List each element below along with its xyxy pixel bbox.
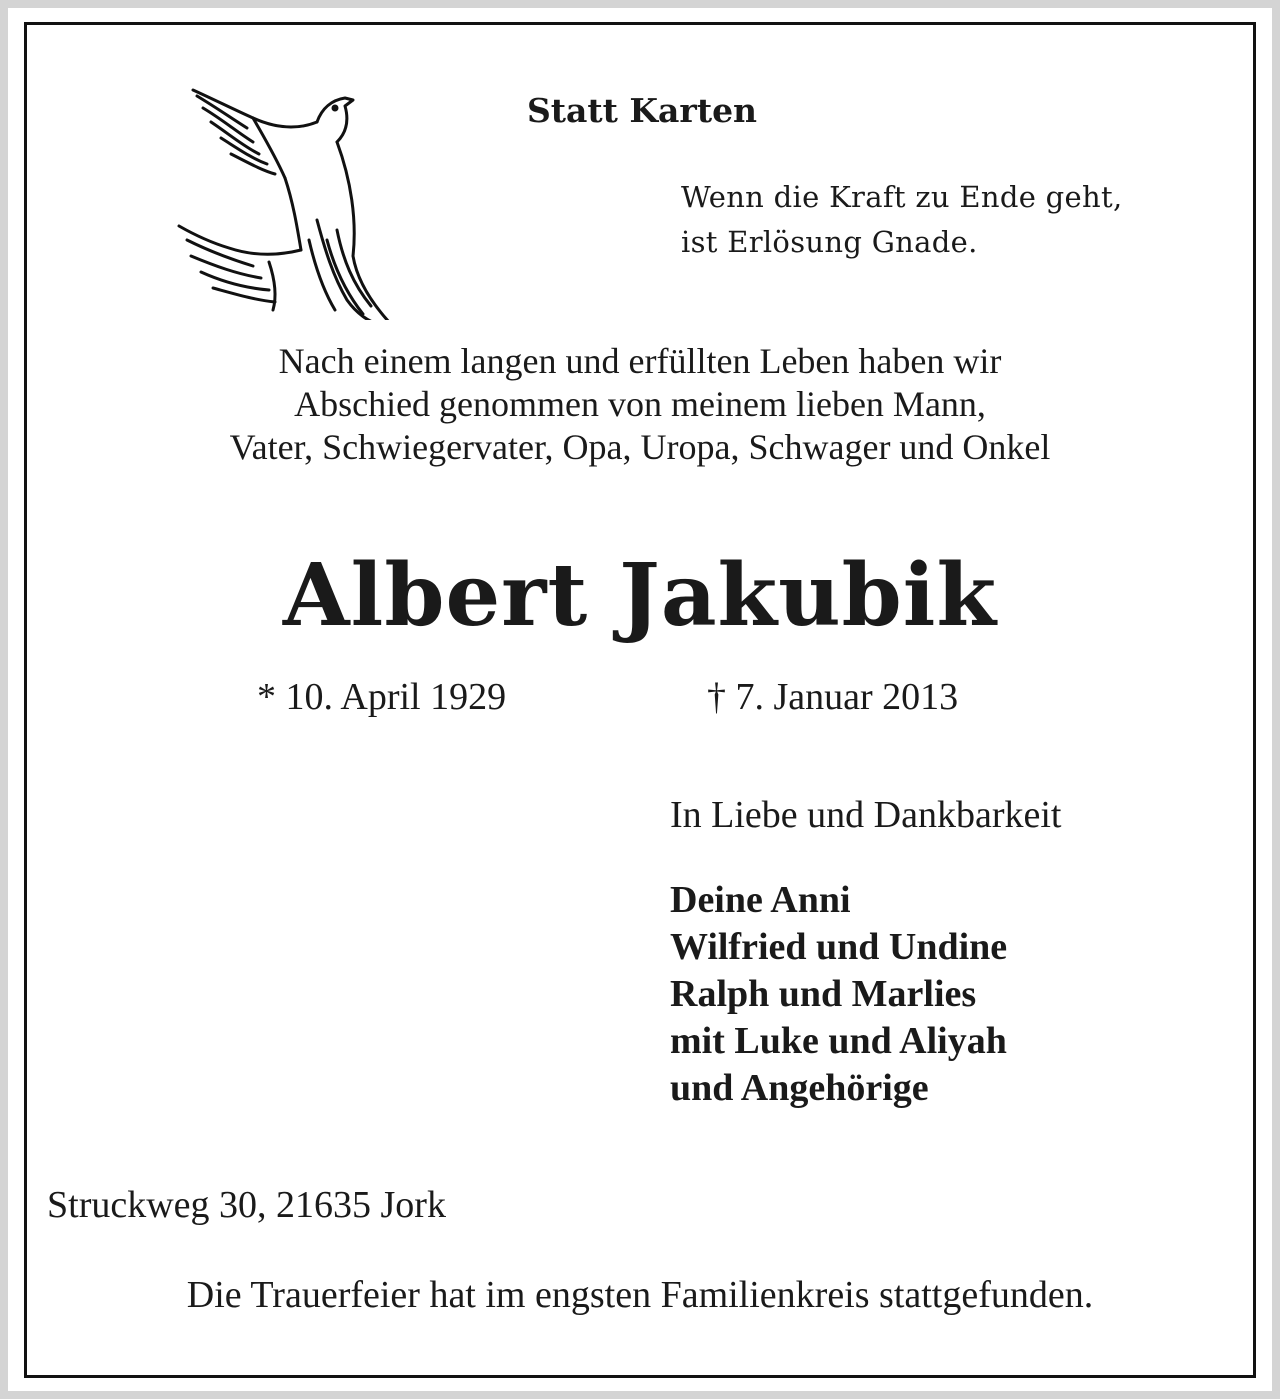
family-member: Deine Anni <box>670 879 851 921</box>
quote-block <box>681 175 1122 265</box>
intro-text <box>27 340 1253 469</box>
address: Struckweg 30, 21635 Jork <box>47 1184 446 1226</box>
family-member: mit Luke und Aliyah <box>670 1020 1007 1062</box>
funeral-note: Die Trauerfeier hat im engsten Familienkreis stattgefunden. <box>186 1274 1094 1316</box>
family-member: und Angehörige <box>670 1067 929 1109</box>
death-date: † 7. Januar 2013 <box>707 676 959 718</box>
birth-date: * 10. April 1929 <box>257 676 507 718</box>
obituary-page <box>8 8 1272 1391</box>
quote-line: Wenn die Kraft zu Ende geht, <box>681 180 1123 214</box>
closing-text: In Liebe und Dankbarkeit <box>670 794 1062 836</box>
intro-line: Nach einem langen und erfüllten Leben haben wir <box>278 341 1002 381</box>
obituary-frame <box>24 22 1256 1378</box>
dove-icon <box>157 70 397 320</box>
family-member: Ralph und Marlies <box>670 973 977 1015</box>
deceased-name: Albert Jakubik <box>282 545 998 646</box>
family-member: Wilfried und Undine <box>670 926 1008 968</box>
quote-line: ist Erlösung Gnade. <box>681 225 978 259</box>
statt-karten-heading: Statt Karten <box>526 91 758 130</box>
intro-line: Vater, Schwiegervater, Opa, Uropa, Schwager und Onkel <box>229 427 1051 467</box>
intro-line: Abschied genommen von meinem lieben Mann, <box>294 384 986 424</box>
family-list <box>670 877 1007 1112</box>
